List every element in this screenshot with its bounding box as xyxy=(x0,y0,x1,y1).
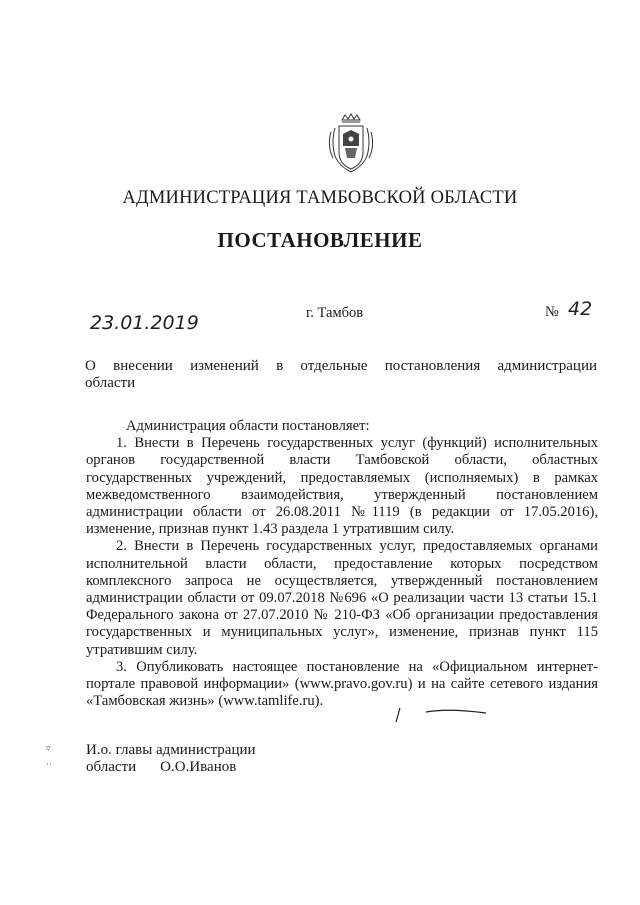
document-type-title: ПОСТАНОВЛЕНИЕ xyxy=(217,228,423,252)
document-date: 23.01.2019 xyxy=(90,312,199,334)
organization-title: АДМИНИСТРАЦИЯ ТАМБОВСКОЙ ОБЛАСТИ xyxy=(122,188,518,208)
document-number-label: № xyxy=(545,304,559,320)
document-number: 42 xyxy=(568,298,593,320)
body-lead: Администрация области постановляет: xyxy=(126,418,370,434)
body-item-3: 3. Опубликовать настоящее постановление на «Официальном интернет-портале правовой информации» (www.pravo.gov.ru) и на сайте сетевого издания «Тамбовская жизнь» (www.tamlife.ru). xyxy=(86,658,598,710)
coat-of-arms-icon xyxy=(325,112,377,174)
subject-line-1: О внесении изменений в отдельные постановления администрации xyxy=(85,358,597,374)
signatory-position-line-2: области xyxy=(86,759,137,775)
signature-block xyxy=(86,742,256,776)
signatory-name: О.О.Иванов xyxy=(160,759,237,775)
document-body xyxy=(86,418,598,710)
body-item-2: 2. Внести в Перечень государственных услуг, предоставляемых органами исполнительной власти области, предоставление которых посредством комплексного запроса не осуществляется, утвержденный постановлением администрации области от 09.07.2018 №696 «О реализации части 13 статьи 15.1 Федерального закона от 27.07.2010 № 210-ФЗ «Об организации предоставления государственных и муниципальных услуг», изменение, признав пункт 115 утратившим силу. xyxy=(86,538,598,658)
body-item-1: 1. Внести в Перечень государственных услуг (функций) исполнительных органов государственной власти Тамбовской области, областных государственных учреждений, предоставляемых (исполняемых) в рамках межведомственного взаимодействия, утвержденный постановлением администрации области от 26.08.2011 №1119 (в редакции от 17.05.2016), изменение, признав пункт 1.43 раздела 1 утратившим силу. xyxy=(86,435,598,538)
signatory-position-line-1: И.о. главы администрации xyxy=(86,742,256,758)
subject-line-2: области xyxy=(85,375,136,391)
document-subject xyxy=(85,358,597,392)
handwritten-signature xyxy=(388,704,498,724)
margin-marks: ▿ ·· xyxy=(46,743,52,769)
document-city: г. Тамбов xyxy=(306,305,364,321)
